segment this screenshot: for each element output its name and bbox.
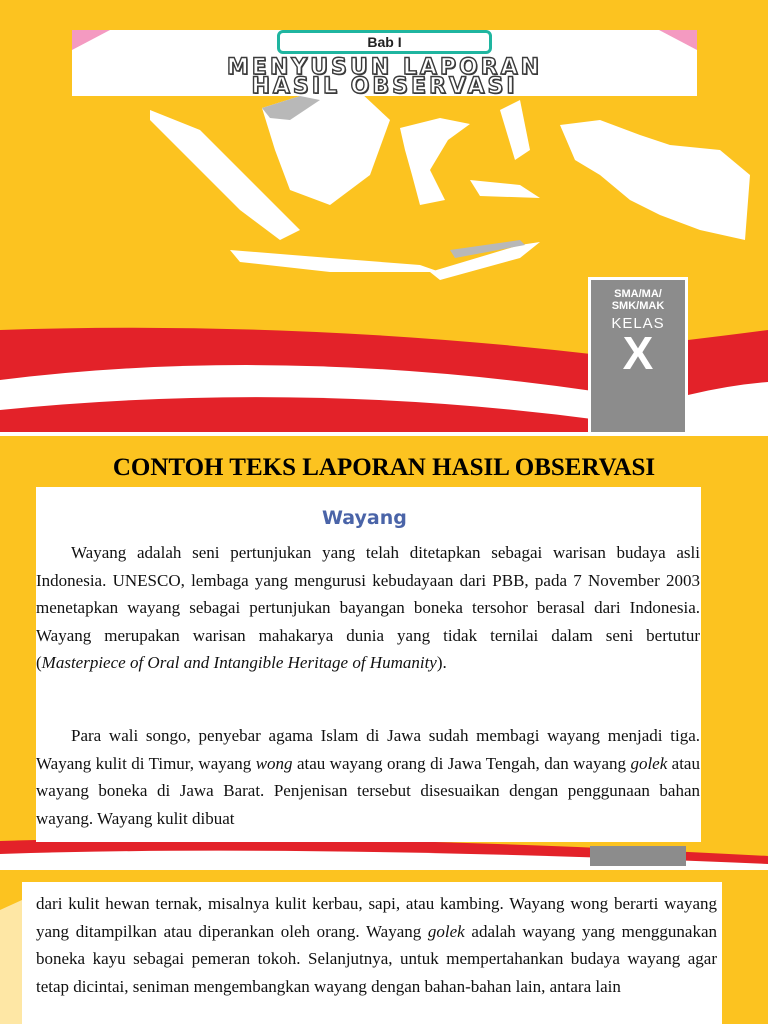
p2-text-a: Para wali songo, penyebar agama Islam di Jawa sudah membagi wayang menjadi tiga. Wayang kulit di Timur, wayang	[36, 726, 700, 773]
chapter-title-line1: MENYUSUN LAPORAN	[226, 55, 543, 80]
chapter-title-line2: HASIL OBSERVASI	[251, 74, 518, 99]
p2-italic-golek: golek	[630, 753, 668, 773]
chapter-title	[72, 55, 697, 99]
p1-italic: Masterpiece of Oral and Intangible Heritage of Humanity	[41, 653, 437, 672]
p3-text-a: dari kulit hewan ternak, misalnya kulit kerbau, sapi, atau kambing. Wayang wong berarti wayang yang ditampilkan atau diperankan oleh orang. Wayang	[36, 894, 717, 941]
p3-italic-golek: golek	[427, 921, 465, 941]
gray-tab	[590, 846, 686, 866]
pink-corner-left	[72, 30, 110, 50]
document-title: Wayang	[322, 507, 407, 529]
grade-number: X	[622, 327, 654, 379]
paragraph-2	[36, 722, 700, 832]
p2-text-c: atau wayang boneka di Jawa Barat. Penjenisan tersebut disesuaikan dengan penggunaan bahan wayang. Wayang kulit dibuat	[36, 753, 700, 828]
continuation-slide	[0, 870, 768, 1024]
example-slide	[0, 436, 768, 866]
paragraph-1	[36, 539, 700, 677]
school-level	[591, 288, 685, 312]
p1-text-b: ).	[436, 653, 447, 672]
chapter-label: Bab I	[277, 30, 492, 54]
p1-text-a: Wayang adalah seni pertunjukan yang telah ditetapkan sebagai warisan budaya asli Indonesia. UNESCO, lembaga yang mengurusi kebudayaan dari PBB, pada 7 November 2003 menetapkan wayang sebagai pertunjukan bayangan boneka tersohor berasal dari Indonesia. Wayang merupakan warisan mahakarya dunia yang tidak ternilai dalam seni bertutur (	[36, 543, 700, 672]
school-level-line2: SMK/MAK	[611, 300, 665, 312]
slide-heading: CONTOH TEKS LAPORAN HASIL OBSERVASI	[112, 454, 656, 481]
grade-badge	[588, 277, 688, 432]
p2-italic-wong: wong	[255, 753, 293, 773]
cover-slide	[0, 0, 768, 432]
school-level-line1: SMA/MA/	[614, 288, 662, 300]
chapter-title-card	[72, 30, 697, 99]
kelas-label: KELAS	[611, 315, 665, 332]
p2-text-b: atau wayang orang di Jawa Tengah, dan wayang	[292, 753, 631, 773]
paragraph-3	[36, 890, 717, 1000]
pink-corner-right	[659, 30, 697, 50]
indonesia-map-icon	[150, 92, 750, 280]
p3-text-b: adalah wayang yang menggunakan boneka kayu sebagai pemeran tokoh. Selanjutnya, untuk mempertahankan budaya wayang agar tetap dicintai, seniman mengembangkan wayang dengan bahan-bahan lain, antara lain	[36, 921, 718, 996]
